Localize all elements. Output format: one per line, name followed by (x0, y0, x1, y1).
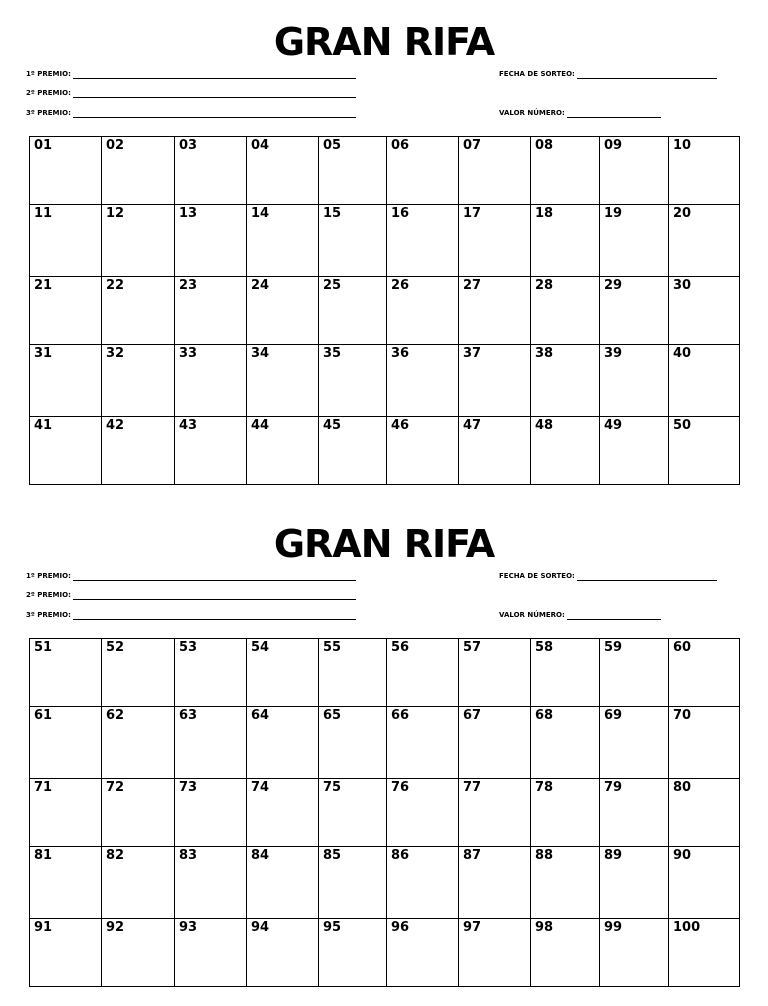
number-value-field (499, 610, 661, 620)
number-cell (387, 919, 459, 987)
number-cell (600, 779, 669, 847)
raffle-number: 38 (535, 346, 554, 361)
number-value-blank-line (567, 110, 661, 118)
draw-date-blank-line (577, 573, 717, 581)
draw-date-label: FECHA DE SORTEO: (499, 70, 575, 78)
raffle-number: 79 (604, 780, 623, 795)
raffle-number: 18 (535, 206, 554, 221)
raffle-number: 57 (463, 640, 482, 655)
number-cell (175, 345, 247, 417)
raffle-number: 15 (323, 206, 342, 221)
raffle-number: 93 (179, 920, 198, 935)
number-cell (459, 707, 531, 779)
raffle-number: 66 (391, 708, 410, 723)
number-cell (319, 779, 387, 847)
prize-2-field (26, 88, 356, 98)
number-cell (247, 707, 319, 779)
number-cell (30, 707, 102, 779)
number-cell (247, 779, 319, 847)
grid-row (30, 417, 740, 485)
raffle-number: 75 (323, 780, 342, 795)
number-cell (319, 277, 387, 345)
raffle-number: 33 (179, 346, 198, 361)
number-cell (459, 137, 531, 205)
raffle-number: 47 (463, 418, 482, 433)
prize-3-label: 3º PREMIO: (26, 109, 71, 117)
number-cell (247, 205, 319, 277)
number-cell (531, 277, 600, 345)
prize-2-field (26, 590, 356, 600)
grid-row (30, 137, 740, 205)
raffle-number: 45 (323, 418, 342, 433)
raffle-number: 63 (179, 708, 198, 723)
number-cell (102, 847, 175, 919)
number-cell (669, 847, 740, 919)
raffle-number: 35 (323, 346, 342, 361)
grid-row (30, 345, 740, 417)
number-cell (30, 639, 102, 707)
number-cell (669, 919, 740, 987)
number-cell (30, 277, 102, 345)
raffle-number: 21 (34, 278, 53, 293)
grid-body (30, 639, 740, 987)
number-cell (319, 847, 387, 919)
number-cell (387, 205, 459, 277)
raffle-number: 77 (463, 780, 482, 795)
number-cell (459, 205, 531, 277)
raffle-number: 76 (391, 780, 410, 795)
raffle-number: 87 (463, 848, 482, 863)
raffle-title: GRAN RIFA (273, 20, 495, 64)
raffle-number: 07 (463, 138, 482, 153)
raffle-number: 37 (463, 346, 482, 361)
raffle-number: 98 (535, 920, 554, 935)
number-cell (30, 417, 102, 485)
number-cell (531, 919, 600, 987)
raffle-number: 62 (106, 708, 125, 723)
raffle-number: 06 (391, 138, 410, 153)
number-cell (531, 205, 600, 277)
grid-row (30, 919, 740, 987)
raffle-number: 85 (323, 848, 342, 863)
raffle-number: 81 (34, 848, 53, 863)
raffle-number: 19 (604, 206, 623, 221)
raffle-number: 52 (106, 640, 125, 655)
raffle-number: 68 (535, 708, 554, 723)
raffle-number: 88 (535, 848, 554, 863)
raffle-number-grid (29, 638, 740, 987)
number-cell (531, 137, 600, 205)
number-cell (600, 847, 669, 919)
number-cell (102, 417, 175, 485)
raffle-number: 92 (106, 920, 125, 935)
raffle-number: 58 (535, 640, 554, 655)
number-cell (319, 639, 387, 707)
raffle-number: 80 (673, 780, 692, 795)
number-cell (102, 205, 175, 277)
raffle-number: 59 (604, 640, 623, 655)
raffle-number: 17 (463, 206, 482, 221)
raffle-sheet (0, 0, 768, 500)
number-cell (459, 847, 531, 919)
raffle-number: 10 (673, 138, 692, 153)
number-cell (531, 707, 600, 779)
number-cell (175, 779, 247, 847)
raffle-number: 05 (323, 138, 342, 153)
raffle-number: 71 (34, 780, 53, 795)
raffle-number: 99 (604, 920, 623, 935)
number-value-blank-line (567, 612, 661, 620)
number-cell (387, 847, 459, 919)
number-cell (387, 345, 459, 417)
number-cell (247, 137, 319, 205)
grid-row (30, 779, 740, 847)
number-cell (459, 779, 531, 847)
raffle-number: 30 (673, 278, 692, 293)
raffle-number: 27 (463, 278, 482, 293)
raffle-number-grid (29, 136, 740, 485)
number-cell (531, 779, 600, 847)
number-value-label: VALOR NÚMERO: (499, 109, 565, 117)
raffle-number: 67 (463, 708, 482, 723)
number-cell (175, 277, 247, 345)
number-cell (175, 707, 247, 779)
raffle-number: 90 (673, 848, 692, 863)
number-cell (459, 639, 531, 707)
number-cell (319, 919, 387, 987)
raffle-number: 26 (391, 278, 410, 293)
number-cell (102, 345, 175, 417)
raffle-sheet (0, 502, 768, 1002)
number-cell (669, 707, 740, 779)
raffle-number: 44 (251, 418, 270, 433)
raffle-number: 28 (535, 278, 554, 293)
prize-1-blank-line (73, 71, 356, 79)
number-cell (175, 847, 247, 919)
raffle-number: 34 (251, 346, 270, 361)
number-cell (387, 137, 459, 205)
raffle-number: 84 (251, 848, 270, 863)
number-cell (30, 919, 102, 987)
raffle-number: 50 (673, 418, 692, 433)
number-cell (319, 345, 387, 417)
draw-date-field (499, 571, 717, 581)
raffle-number: 89 (604, 848, 623, 863)
number-cell (669, 205, 740, 277)
raffle-number: 22 (106, 278, 125, 293)
number-cell (102, 779, 175, 847)
number-cell (600, 919, 669, 987)
number-cell (387, 417, 459, 485)
number-cell (600, 417, 669, 485)
raffle-number: 54 (251, 640, 270, 655)
prize-2-label: 2º PREMIO: (26, 89, 71, 97)
grid-row (30, 277, 740, 345)
grid-row (30, 847, 740, 919)
number-cell (669, 779, 740, 847)
number-cell (30, 779, 102, 847)
raffle-number: 69 (604, 708, 623, 723)
raffle-number: 53 (179, 640, 198, 655)
number-cell (600, 639, 669, 707)
number-cell (247, 919, 319, 987)
raffle-number: 48 (535, 418, 554, 433)
prize-3-label: 3º PREMIO: (26, 611, 71, 619)
prize-3-field (26, 610, 356, 620)
raffle-number: 42 (106, 418, 125, 433)
grid-row (30, 205, 740, 277)
raffle-number: 03 (179, 138, 198, 153)
number-cell (531, 639, 600, 707)
raffle-number: 56 (391, 640, 410, 655)
prize-3-field (26, 108, 356, 118)
raffle-number: 29 (604, 278, 623, 293)
number-cell (669, 345, 740, 417)
grid-body (30, 137, 740, 485)
raffle-number: 96 (391, 920, 410, 935)
number-cell (531, 847, 600, 919)
number-cell (102, 277, 175, 345)
raffle-number: 16 (391, 206, 410, 221)
prize-1-field (26, 571, 356, 581)
prize-1-label: 1º PREMIO: (26, 70, 71, 78)
raffle-number: 64 (251, 708, 270, 723)
number-cell (387, 639, 459, 707)
number-cell (319, 707, 387, 779)
number-cell (531, 417, 600, 485)
number-cell (459, 919, 531, 987)
raffle-number: 25 (323, 278, 342, 293)
number-cell (30, 205, 102, 277)
number-cell (669, 277, 740, 345)
prize-3-blank-line (73, 612, 356, 620)
number-cell (247, 417, 319, 485)
number-cell (102, 707, 175, 779)
grid-row (30, 707, 740, 779)
number-cell (30, 847, 102, 919)
raffle-number: 100 (673, 920, 701, 935)
grid-row (30, 639, 740, 707)
number-cell (30, 137, 102, 205)
number-cell (175, 919, 247, 987)
raffle-number: 82 (106, 848, 125, 863)
raffle-number: 32 (106, 346, 125, 361)
raffle-number: 41 (34, 418, 53, 433)
number-cell (459, 417, 531, 485)
number-cell (600, 137, 669, 205)
raffle-title: GRAN RIFA (273, 522, 495, 566)
prize-3-blank-line (73, 110, 356, 118)
number-cell (387, 779, 459, 847)
prize-1-label: 1º PREMIO: (26, 572, 71, 580)
number-cell (247, 277, 319, 345)
raffle-number: 74 (251, 780, 270, 795)
number-cell (175, 205, 247, 277)
number-cell (319, 205, 387, 277)
number-cell (669, 137, 740, 205)
number-value-field (499, 108, 661, 118)
raffle-number: 43 (179, 418, 198, 433)
prize-2-blank-line (73, 592, 356, 600)
number-cell (600, 345, 669, 417)
raffle-number: 02 (106, 138, 125, 153)
raffle-number: 36 (391, 346, 410, 361)
raffle-number: 51 (34, 640, 53, 655)
number-cell (175, 137, 247, 205)
number-cell (319, 137, 387, 205)
raffle-number: 86 (391, 848, 410, 863)
raffle-number: 72 (106, 780, 125, 795)
number-cell (459, 277, 531, 345)
number-cell (175, 417, 247, 485)
raffle-number: 61 (34, 708, 53, 723)
raffle-number: 94 (251, 920, 270, 935)
raffle-number: 12 (106, 206, 125, 221)
number-cell (669, 417, 740, 485)
raffle-number: 11 (34, 206, 53, 221)
raffle-number: 31 (34, 346, 53, 361)
raffle-number: 14 (251, 206, 270, 221)
raffle-number: 91 (34, 920, 53, 935)
number-cell (319, 417, 387, 485)
raffle-number: 83 (179, 848, 198, 863)
raffle-number: 20 (673, 206, 692, 221)
number-cell (387, 277, 459, 345)
number-cell (247, 847, 319, 919)
raffle-number: 65 (323, 708, 342, 723)
number-cell (247, 345, 319, 417)
raffle-number: 60 (673, 640, 692, 655)
number-cell (247, 639, 319, 707)
raffle-number: 49 (604, 418, 623, 433)
number-cell (30, 345, 102, 417)
raffle-number: 01 (34, 138, 53, 153)
prize-2-label: 2º PREMIO: (26, 591, 71, 599)
raffle-number: 39 (604, 346, 623, 361)
number-cell (102, 639, 175, 707)
number-cell (600, 277, 669, 345)
draw-date-label: FECHA DE SORTEO: (499, 572, 575, 580)
number-cell (387, 707, 459, 779)
number-cell (600, 205, 669, 277)
raffle-number: 23 (179, 278, 198, 293)
raffle-number: 73 (179, 780, 198, 795)
number-cell (600, 707, 669, 779)
number-cell (175, 639, 247, 707)
raffle-number: 04 (251, 138, 270, 153)
number-cell (531, 345, 600, 417)
raffle-number: 24 (251, 278, 270, 293)
raffle-number: 55 (323, 640, 342, 655)
draw-date-blank-line (577, 71, 717, 79)
raffle-number: 46 (391, 418, 410, 433)
prize-1-blank-line (73, 573, 356, 581)
raffle-number: 70 (673, 708, 692, 723)
raffle-number: 40 (673, 346, 692, 361)
prize-2-blank-line (73, 90, 356, 98)
number-cell (102, 137, 175, 205)
raffle-number: 97 (463, 920, 482, 935)
raffle-number: 95 (323, 920, 342, 935)
raffle-number: 09 (604, 138, 623, 153)
raffle-number: 13 (179, 206, 198, 221)
number-value-label: VALOR NÚMERO: (499, 611, 565, 619)
number-cell (669, 639, 740, 707)
raffle-number: 78 (535, 780, 554, 795)
prize-1-field (26, 69, 356, 79)
draw-date-field (499, 69, 717, 79)
number-cell (459, 345, 531, 417)
number-cell (102, 919, 175, 987)
raffle-number: 08 (535, 138, 554, 153)
